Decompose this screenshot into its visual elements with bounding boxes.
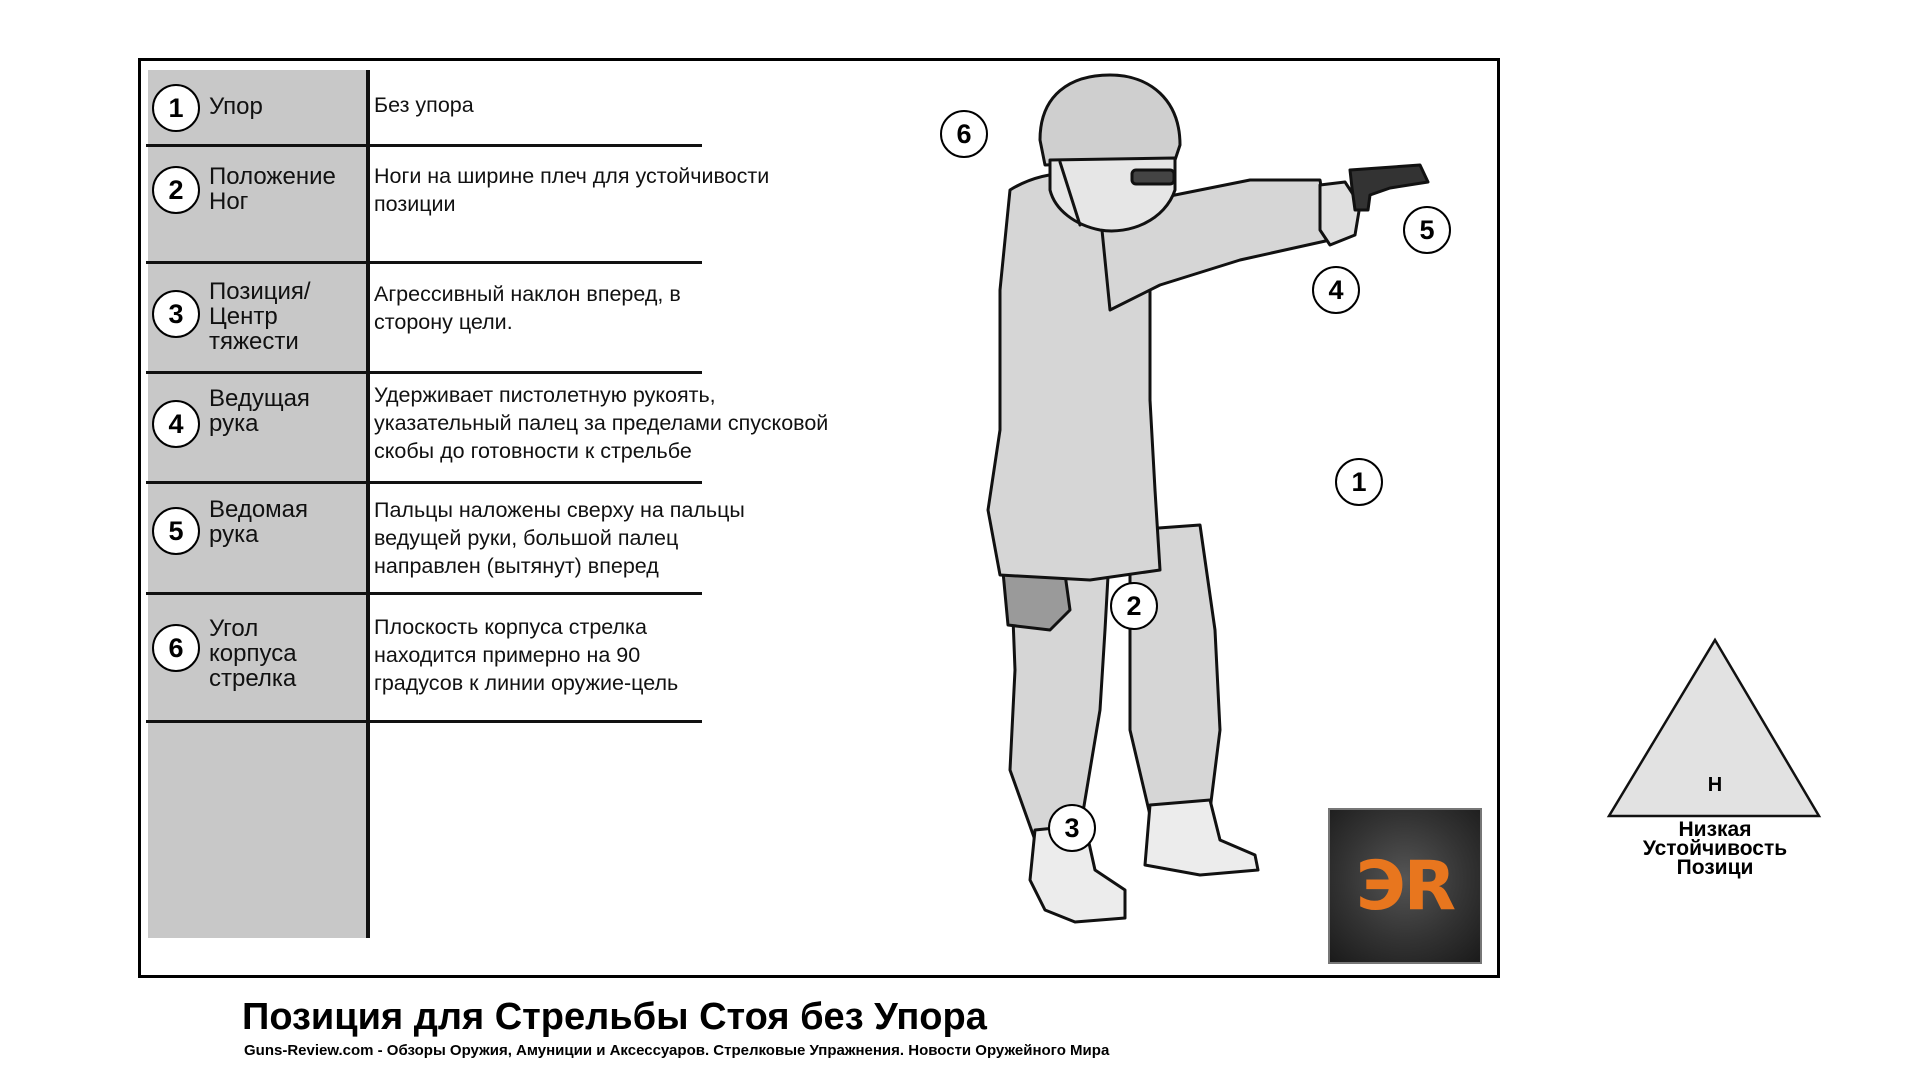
stability-caption: Низкая Устойчивость Позици [1642,818,1788,879]
row-divider [146,481,702,484]
figure-marker-6: 6 [940,110,988,158]
figure-marker-3: 3 [1048,804,1096,852]
figure-marker-2: 2 [1110,582,1158,630]
figure-marker-1: 1 [1335,458,1383,506]
page-title: Позиция для Стрельбы Стоя без Упора [242,996,987,1038]
row-number-1: 1 [152,84,200,132]
row-divider [146,592,702,595]
logo-text: ЭR [1355,846,1455,926]
row-label-strong-hand: Ведущая рука [209,385,310,437]
row-label-feet: Положение Ног [209,163,336,215]
row-desc-support: Без упора [374,93,474,117]
stability-letter: Н [1707,774,1723,796]
row-number-6: 6 [152,624,200,672]
row-label-support-hand: Ведомая рука [209,496,309,548]
row-number-5: 5 [152,507,200,555]
row-label-center-of-gravity: Позиция/ Центр тяжести [209,278,311,355]
row-label-body-angle: Угол корпуса стрелка [209,615,297,692]
row-number-2: 2 [152,166,200,214]
row-label-support: Упор [209,93,263,120]
row-divider [146,144,702,147]
row-number-3: 3 [152,290,200,338]
row-divider [146,720,702,723]
row-number-4: 4 [152,400,200,448]
figure-marker-4: 4 [1312,266,1360,314]
row-desc-center-of-gravity: Агрессивный наклон вперед, в сторону цели. [374,282,681,334]
row-divider [146,371,702,374]
figure-marker-5: 5 [1403,206,1451,254]
row-divider [146,261,702,264]
row-desc-body-angle: Плоскость корпуса стрелка находится примерно на 90 градусов к линии оружие-цель [374,615,679,695]
row-desc-feet: Ноги на ширине плеч для устойчивости позиции [374,164,770,216]
page-subtitle: Guns-Review.com - Обзоры Оружия, Амуниции и Аксессуаров. Стрелковые Упражнения. Новости Оружейного Мира [244,1042,1110,1059]
site-logo [1328,808,1482,964]
row-desc-strong-hand: Удерживает пистолетную рукоять, указательный палец за пределами спусковой скобы до готовности к стрельбе [374,383,829,463]
row-desc-support-hand: Пальцы наложены сверху на пальцы ведущей руки, большой палец направлен (вытянут) вперед [374,498,745,578]
